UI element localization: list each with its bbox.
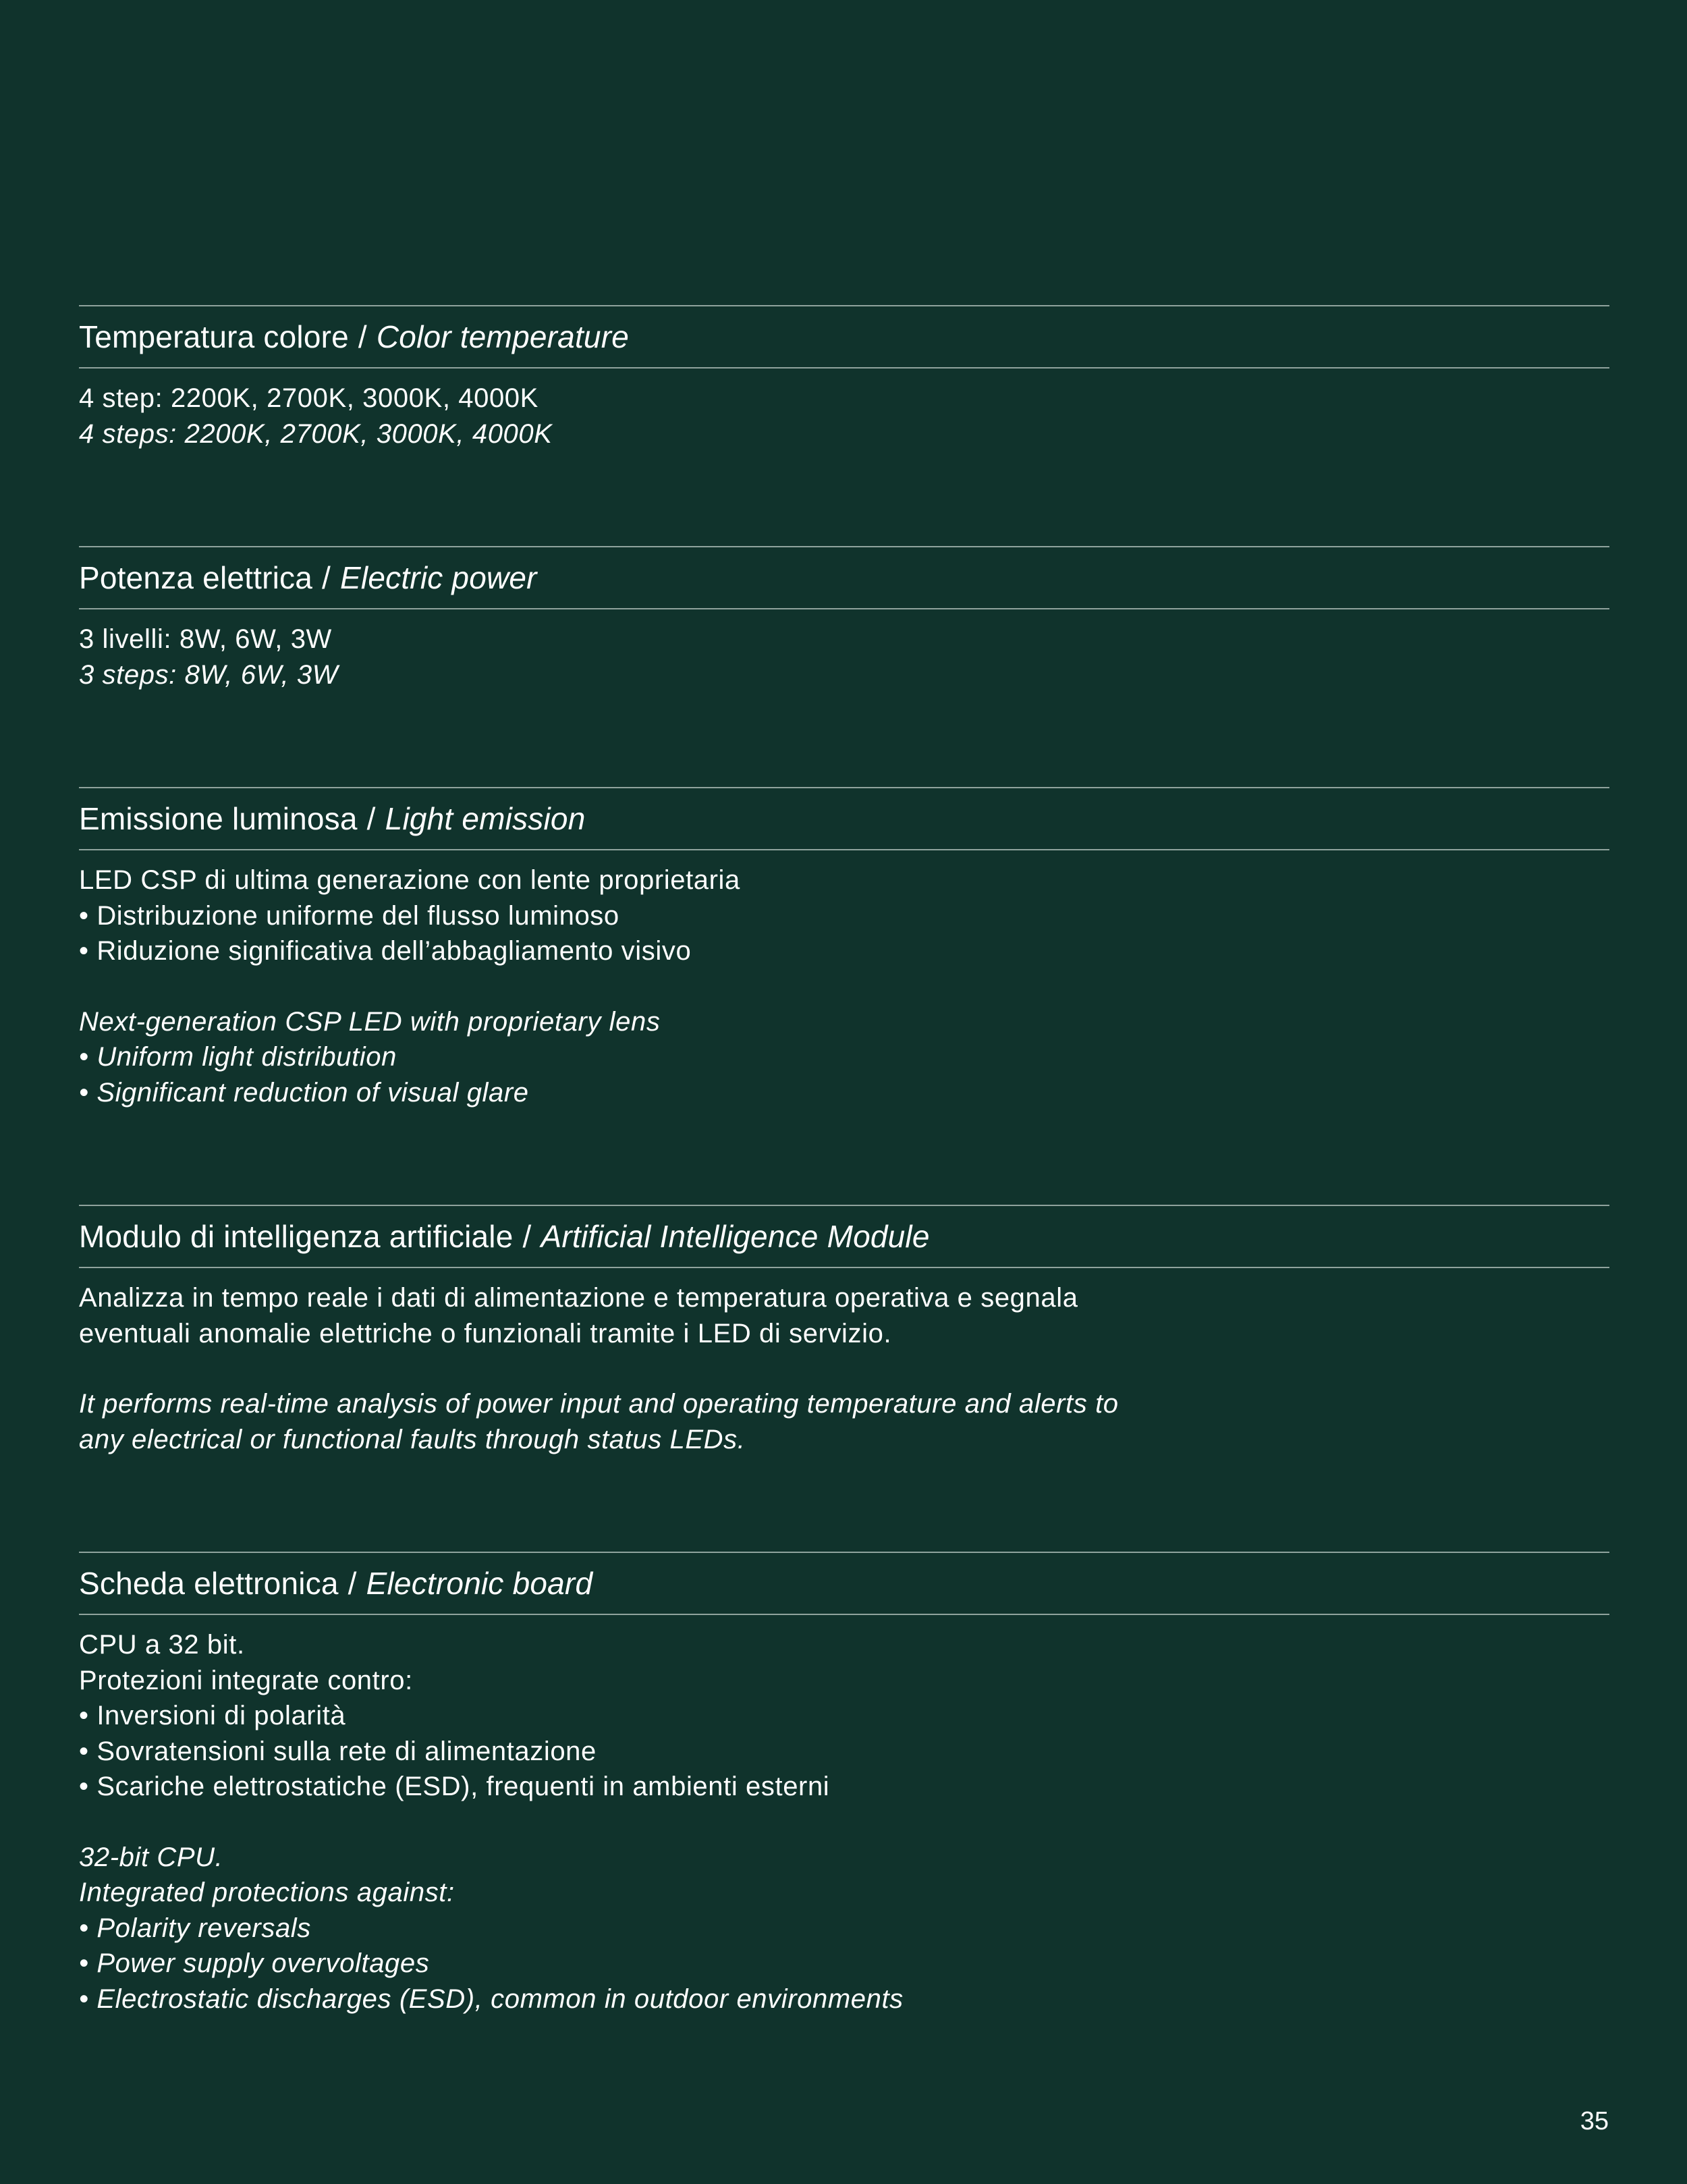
italian-line: Analizza in tempo reale i dati di alimentazione e temperatura operativa e segnala: [79, 1283, 1078, 1313]
heading-separator: /: [322, 560, 331, 595]
heading-separator: /: [348, 1566, 357, 1601]
section-heading: [79, 546, 1609, 609]
italian-line: CPU a 32 bit.: [79, 1630, 245, 1660]
heading-english: Artificial Intelligence Module: [541, 1219, 930, 1254]
heading-english: Electronic board: [366, 1566, 593, 1601]
english-bullet: • Polarity reversals: [79, 1913, 311, 1943]
section-ai-module: [79, 1205, 1609, 1457]
section-light-emission: [79, 787, 1609, 1110]
italian-line: LED CSP di ultima generazione con lente proprietaria: [79, 865, 740, 895]
english-line: any electrical or functional faults through status LEDs.: [79, 1424, 746, 1454]
heading-italian: Temperatura colore: [79, 319, 349, 354]
english-bullet: • Electrostatic discharges (ESD), common in outdoor environments: [79, 1984, 904, 2014]
english-bullet: • Significant reduction of visual glare: [79, 1077, 529, 1108]
heading-separator: /: [366, 801, 376, 836]
paragraph-gap: [79, 969, 1609, 1004]
section-color-temperature: [79, 305, 1609, 452]
heading-italian: Modulo di intelligenza artificiale: [79, 1219, 514, 1254]
section-body: [79, 609, 1609, 692]
italian-line: eventuali anomalie elettriche o funzionali tramite i LED di servizio.: [79, 1318, 892, 1348]
italian-line: 4 step: 2200K, 2700K, 3000K, 4000K: [79, 383, 538, 413]
italian-bullet: • Scariche elettrostatiche (ESD), frequenti in ambienti esterni: [79, 1772, 830, 1801]
italian-bullet: • Inversioni di polarità: [79, 1701, 346, 1730]
heading-english: Light emission: [385, 801, 586, 836]
english-line: Integrated protections against:: [79, 1878, 455, 1907]
section-body: [79, 1615, 1609, 2017]
english-line: 3 steps: 8W, 6W, 3W: [79, 659, 339, 690]
page-number: 35: [1580, 2107, 1609, 2135]
heading-english: Electric power: [340, 560, 537, 595]
section-heading: [79, 1205, 1609, 1268]
section-body: [79, 368, 1609, 452]
italian-bullet: • Distribuzione uniforme del flusso luminoso: [79, 900, 619, 931]
english-bullet: • Power supply overvoltages: [79, 1948, 430, 1978]
section-electric-power: [79, 546, 1609, 692]
spec-sheet: [79, 305, 1609, 2111]
italian-bullet: • Riduzione significativa dell’abbagliamento visivo: [79, 936, 692, 966]
heading-separator: /: [358, 319, 367, 354]
section-body: [79, 850, 1609, 1110]
italian-line: Protezioni integrate contro:: [79, 1665, 413, 1695]
paragraph-gap: [79, 1805, 1609, 1840]
english-line: 4 steps: 2200K, 2700K, 3000K, 4000K: [79, 418, 553, 449]
heading-separator: /: [522, 1219, 532, 1254]
english-line: 32-bit CPU.: [79, 1842, 223, 1872]
english-line: It performs real-time analysis of power input and operating temperature and alerts to: [79, 1389, 1119, 1419]
section-body: [79, 1268, 1609, 1457]
section-heading: [79, 1552, 1609, 1615]
english-bullet: • Uniform light distribution: [79, 1042, 397, 1072]
heading-english: Color temperature: [376, 319, 630, 354]
section-electronic-board: [79, 1552, 1609, 2017]
section-heading: [79, 787, 1609, 850]
italian-line: 3 livelli: 8W, 6W, 3W: [79, 624, 332, 654]
heading-italian: Potenza elettrica: [79, 560, 313, 595]
heading-italian: Scheda elettronica: [79, 1566, 339, 1601]
section-heading: [79, 305, 1609, 368]
paragraph-gap: [79, 1351, 1609, 1386]
italian-bullet: • Sovratensioni sulla rete di alimentazione: [79, 1736, 597, 1766]
english-line: Next-generation CSP LED with proprietary lens: [79, 1006, 661, 1037]
heading-italian: Emissione luminosa: [79, 801, 358, 836]
